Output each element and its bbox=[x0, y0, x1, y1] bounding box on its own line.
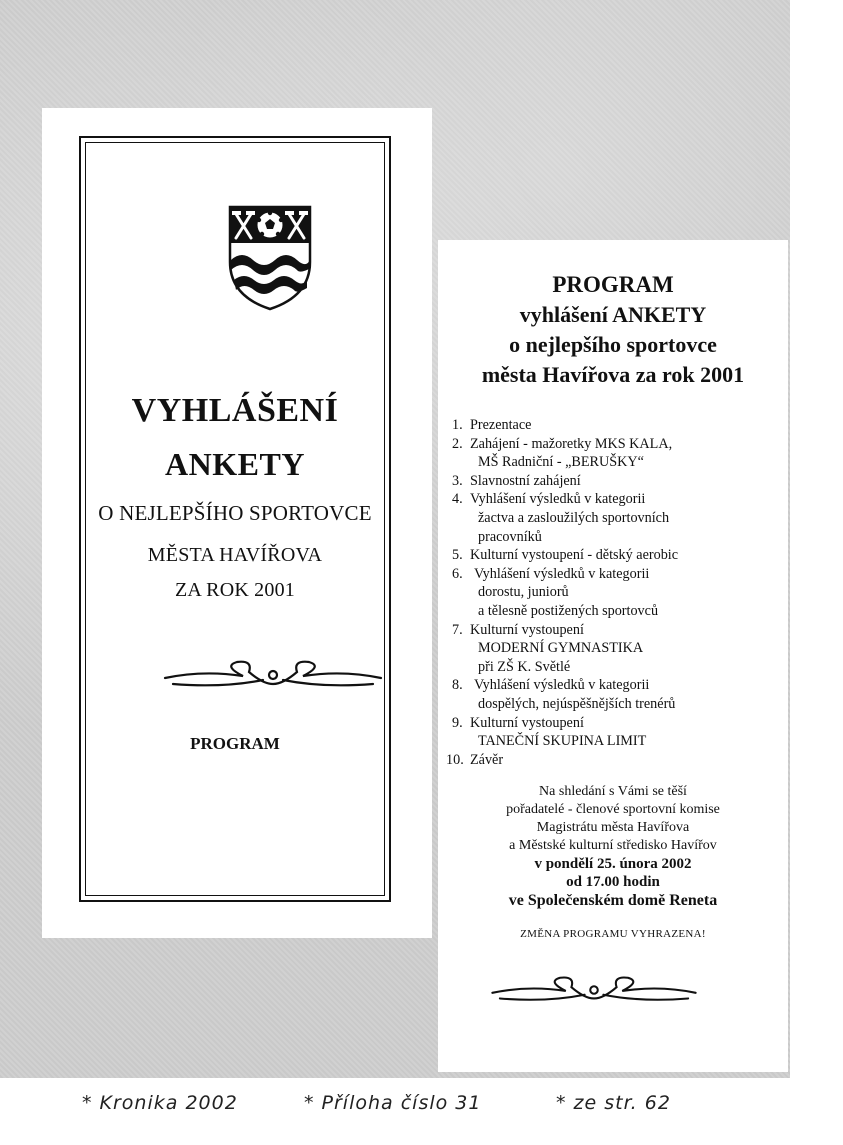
invitation-cover-card bbox=[42, 108, 432, 938]
closing-line: a Městské kulturní středisko Havířov bbox=[509, 838, 717, 853]
scroll-ornament-icon bbox=[163, 658, 383, 692]
list-item: 10. Závěr bbox=[446, 751, 504, 768]
program-card bbox=[438, 240, 788, 1072]
program-heading-line3: o nejlepšího sportovce bbox=[509, 332, 717, 357]
list-item: 7. Kulturní vystoupení MODERNÍ GYMNASTIKA při ZŠ K. Světlé bbox=[452, 621, 644, 675]
program-heading-line2: vyhlášení ANKETY bbox=[519, 302, 707, 327]
closing-line: Na shledání s Vámi se těší bbox=[539, 784, 687, 799]
cover-subtitle-line1: O NEJLEPŠÍHO SPORTOVCE bbox=[98, 501, 372, 525]
list-item: 6. Vyhlášení výsledků v kategorii dorostu, juniorů a tělesně postižených sportovců bbox=[452, 565, 659, 619]
event-venue: ve Společenském domě Reneta bbox=[508, 892, 718, 909]
list-item: 2. Zahájení - mažoretky MKS KALA, MŠ Radniční - „BERUŠKY“ bbox=[452, 435, 673, 471]
list-item: 4. Vyhlášení výsledků v kategorii žactva a zasloužilých sportovních pracovníků bbox=[452, 491, 670, 545]
list-item: 3. Slavnostní zahájení bbox=[452, 472, 581, 489]
program-heading-line4: města Havířova za rok 2001 bbox=[481, 362, 745, 387]
cover-program-label: PROGRAM bbox=[190, 734, 280, 753]
event-time: od 17.00 hodin bbox=[566, 874, 660, 890]
cover-title-line2: ANKETY bbox=[165, 446, 305, 482]
closing-line: Magistrátu města Havířova bbox=[536, 820, 690, 835]
program-heading-line1: PROGRAM bbox=[552, 272, 674, 297]
cover-subtitle-line2: MĚSTA HAVÍŘOVA bbox=[147, 544, 323, 566]
handwritten-note-attachment: * Příloha číslo 31 bbox=[304, 1092, 482, 1114]
cover-title-line1: VYHLÁŠENÍ bbox=[131, 392, 339, 429]
havirov-coat-of-arms-icon bbox=[227, 204, 313, 312]
list-item: 5. Kulturní vystoupení - dětský aerobic bbox=[452, 547, 679, 564]
cover-subtitle-line3: ZA ROK 2001 bbox=[175, 579, 295, 601]
page-margin-right bbox=[790, 0, 843, 1145]
handwritten-note-chronicle: * Kronika 2002 bbox=[82, 1092, 238, 1114]
event-date: v pondělí 25. února 2002 bbox=[534, 856, 692, 872]
program-list bbox=[446, 416, 782, 769]
handwritten-note-page: * ze str. 62 bbox=[556, 1092, 671, 1114]
closing-line: pořadatelé - členové sportovní komise bbox=[506, 802, 720, 817]
scroll-ornament-icon bbox=[488, 974, 700, 1006]
list-item: 1. Prezentace bbox=[452, 417, 532, 433]
cover-double-frame bbox=[79, 136, 391, 902]
list-item: 8. Vyhlášení výsledků v kategorii dospělých, nejúspěšnějších trenérů bbox=[452, 677, 676, 712]
list-item: 9. Kulturní vystoupení TANEČNÍ SKUPINA LIMIT bbox=[452, 714, 647, 750]
program-change-notice: ZMĚNA PROGRAMU VYHRAZENA! bbox=[520, 928, 706, 940]
